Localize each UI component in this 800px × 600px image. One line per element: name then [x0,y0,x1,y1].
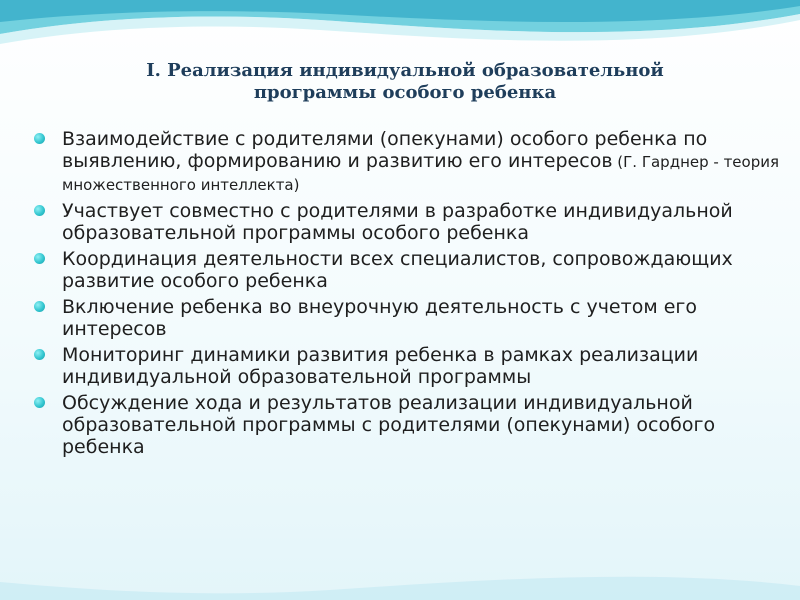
bullet-text: Взаимодействие с родителями (опекунами) особого ребенка по выявлению, формированию и развитию его интересов [62,128,708,172]
bullet-circle-icon [34,301,45,312]
list-item [34,128,784,196]
bullet-text: Координация деятельности всех специалистов, сопровождающих развитие особого ребенка [62,248,733,292]
bullet-circle-icon [34,349,45,360]
list-item [34,344,784,388]
bullet-text: Мониторинг динамики развития ребенка в рамках реализации индивидуальной образовательной программы [62,344,699,388]
bullet-circle-icon [34,253,45,264]
title-line-2: программы особого ребенка [253,82,557,103]
bullet-list [34,128,784,462]
top-wave-decoration [0,0,800,60]
list-item [34,296,784,340]
bullet-circle-icon [34,133,45,144]
title-line-1: I. Реализация индивидуальной образовательной [146,60,664,81]
bullet-text: Участвует совместно с родителями в разработке индивидуальной образовательной программы особого ребенка [62,200,733,244]
slide-title [70,60,740,104]
bullet-text: Включение ребенка во внеурочную деятельность с учетом его интересов [62,296,697,340]
bottom-wave-decoration [0,560,800,600]
bullet-note: (Г. Гарднер - теория множественного интеллекта) [62,153,780,194]
bullet-circle-icon [34,205,45,216]
list-item [34,392,784,458]
bullet-circle-icon [34,397,45,408]
list-item [34,248,784,292]
list-item [34,200,784,244]
bullet-text: Обсуждение хода и результатов реализации индивидуальной образовательной программы с родителями (опекунами) особого ребенка [62,392,716,458]
